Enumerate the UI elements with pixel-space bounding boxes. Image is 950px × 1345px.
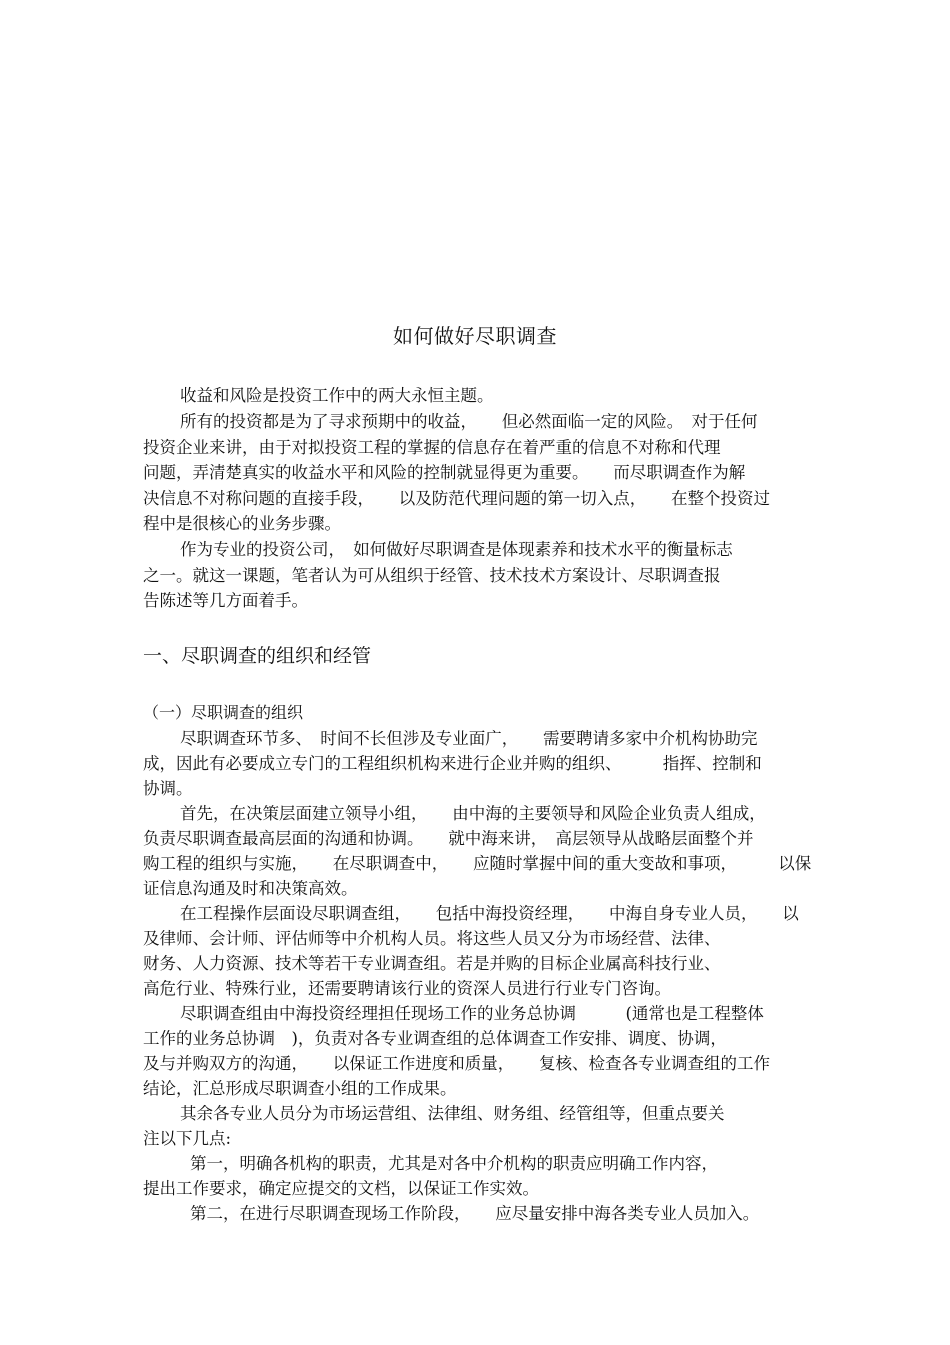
body-line: 工作的业务总协调 )，负责对各专业调查组的总体调查工作安排、调度、协调， — [143, 1029, 727, 1048]
intro-line: 所有的投资都是为了寻求预期中的收益， 但必然面临一定的风险。 对于任何 — [180, 412, 758, 431]
body-line: 协调。 — [143, 779, 193, 798]
body-line: 成，因此有必要成立专门的工程组织机构来进行企业并购的组织、 指挥、控制和 — [143, 754, 762, 773]
body-line: 证信息沟通及时和决策高效。 — [143, 879, 358, 898]
intro-line: 决信息不对称问题的直接手段， 以及防范代理问题的第一切入点， 在整个投资过 — [143, 489, 770, 508]
body-line: 负责尽职调查最高层面的沟通和协调。 就中海来讲， 高层领导从战略层面整个并 — [143, 829, 754, 848]
body-line: 财务、人力资源、技术等若干专业调查组。若是并购的目标企业属高科技行业、 — [143, 954, 721, 973]
section-heading: 一、尽职调查的组织和经管 — [143, 645, 372, 667]
body-line: 及律师、会计师、评估师等中介机构人员。将这些人员又分为市场经营、法律、 — [143, 929, 721, 948]
intro-line: 问题，弄清楚真实的收益水平和风险的控制就显得更为重要。 而尽职调查作为解 — [143, 463, 746, 482]
body-line: 其余各专业人员分为市场运营组、法律组、财务组、经管组等，但重点要关 — [180, 1104, 725, 1123]
intro-line: 告陈述等几方面着手。 — [143, 591, 308, 610]
body-line: 及与并购双方的沟通， 以保证工作进度和质量， 复核、检查各专业调查组的工作 — [143, 1054, 770, 1073]
body-line: 结论，汇总形成尽职调查小组的工作成果。 — [143, 1079, 457, 1098]
body-line: 尽职调查环节多、 时间不长但涉及专业面广， 需要聘请多家中介机构协助完 — [180, 729, 758, 748]
subsection-heading: （一）尽职调查的组织 — [143, 703, 304, 722]
body-line: 在工程操作层面设尽职调查组， 包括中海投资经理， 中海自身专业人员， 以 — [180, 904, 799, 923]
body-line: 注以下几点: — [143, 1129, 232, 1148]
body-line: 购工程的组织与实施， 在尽职调查中， 应随时掌握中间的重大变故和事项， 以保 — [143, 854, 812, 873]
intro-line: 作为专业的投资公司， 如何做好尽职调查是体现素养和技术水平的衡量标志 — [180, 540, 733, 559]
intro-line: 之一。就这一课题，笔者认为可从组织于经管、技术技术方案设计、尽职调查报 — [143, 566, 721, 585]
intro-line: 程中是很核心的业务步骤。 — [143, 514, 341, 533]
body-line: 首先，在决策层面建立领导小组， 由中海的主要领导和风险企业负责人组成， — [180, 804, 766, 823]
intro-line: 投资企业来讲，由于对拟投资工程的掌握的信息存在着严重的信息不对称和代理 — [143, 438, 721, 457]
intro-line: 收益和风险是投资工作中的两大永恒主题。 — [180, 386, 494, 405]
body-line: 第一，明确各机构的职责，尤其是对各中介机构的职责应明确工作内容， — [190, 1154, 718, 1173]
body-line: 第二，在进行尽职调查现场工作阶段， 应尽量安排中海各类专业人员加入。 — [190, 1204, 760, 1223]
body-line: 提出工作要求，确定应提交的文档，以保证工作实效。 — [143, 1179, 539, 1198]
body-line: 高危行业、特殊行业，还需要聘请该行业的资深人员进行行业专门咨询。 — [143, 979, 671, 998]
body-line: 尽职调查组由中海投资经理担任现场工作的业务总协调 (通常也是工程整体 — [180, 1004, 764, 1023]
document-title: 如何做好尽职调查 — [393, 324, 557, 348]
